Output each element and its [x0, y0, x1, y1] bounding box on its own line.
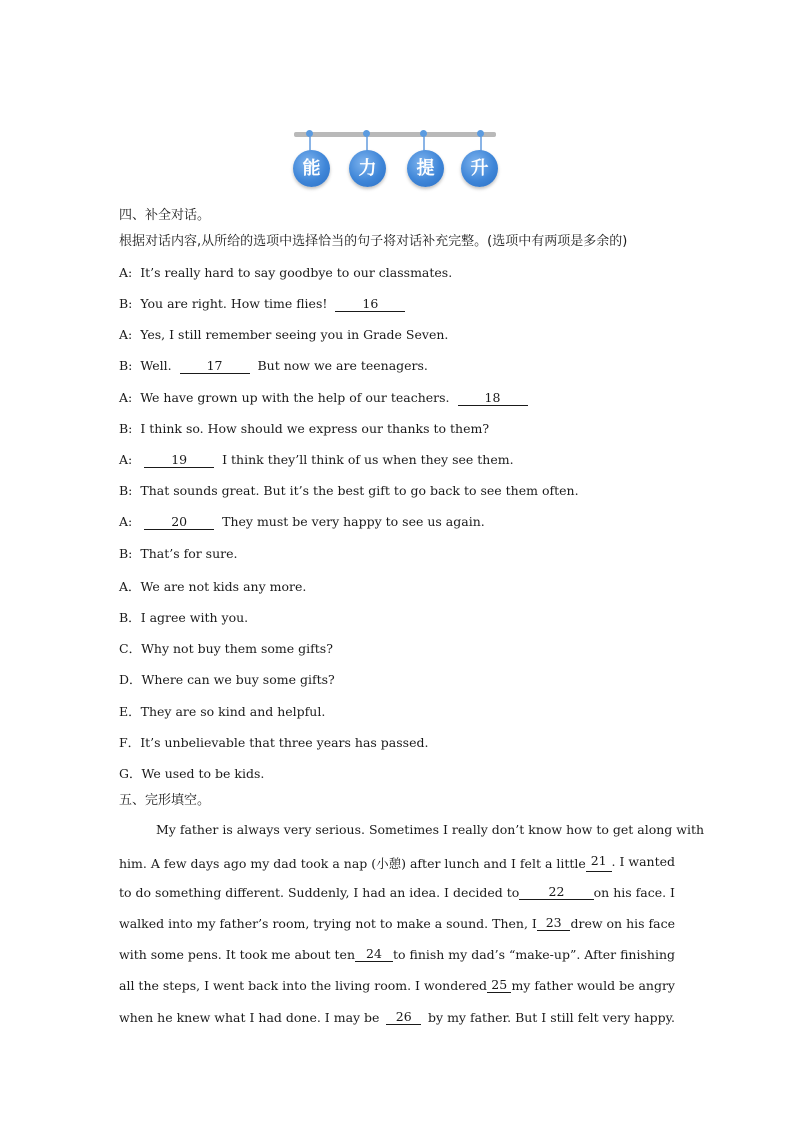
banner-char: 能	[293, 150, 330, 187]
dialogue-line: B: You are right. How time flies! 16	[119, 296, 405, 312]
banner-pin	[306, 130, 313, 137]
answer-blank-16[interactable]: 16	[335, 297, 405, 312]
option-item: G．We used to be kids.	[119, 766, 265, 781]
passage-line: with some pens. It took me about ten 24 to finish my dad’s “make-up”. After finishing	[119, 946, 675, 962]
answer-blank-24[interactable]: 24	[355, 947, 393, 962]
answer-blank-22[interactable]: 22	[519, 885, 593, 900]
dialogue-line: A: 19 I think they’ll think of us when they see them.	[119, 452, 514, 467]
passage-line: all the steps, I went back into the living room. I wondered 25 my father would be angry	[119, 977, 675, 993]
answer-blank-19[interactable]: 19	[144, 453, 214, 468]
dialogue-line: A: We have grown up with the help of our teachers. 18	[119, 390, 528, 406]
answer-blank-18[interactable]: 18	[458, 391, 528, 406]
dialogue-line: B: Well. 17 But now we are teenagers.	[119, 358, 428, 373]
dialogue-line: A: It’s really hard to say goodbye to our classmates.	[119, 265, 453, 280]
option-item: C．Why not buy them some gifts?	[119, 641, 333, 656]
passage-line: him. A few days ago my dad took a nap (小憩) after lunch and I felt a little 21 . I wanted	[119, 853, 675, 871]
answer-blank-17[interactable]: 17	[180, 359, 250, 374]
answer-blank-25[interactable]: 25	[487, 978, 511, 993]
dialogue-line: A: Yes, I still remember seeing you in Grade Seven.	[119, 327, 449, 342]
section-banner	[294, 128, 496, 190]
section4-title: 四、补全对话。	[119, 208, 211, 223]
banner-char: 提	[407, 150, 444, 187]
banner-pin	[420, 130, 427, 137]
dialogue-line: A: 20 They must be very happy to see us again.	[119, 514, 485, 529]
banner-pin	[363, 130, 370, 137]
answer-blank-21[interactable]: 21	[586, 854, 612, 872]
answer-blank-26[interactable]: 26	[386, 1010, 421, 1025]
answer-blank-20[interactable]: 20	[144, 515, 214, 530]
option-item: A．We are not kids any more.	[119, 579, 307, 594]
answer-blank-23[interactable]: 23	[537, 916, 571, 931]
option-item: E．They are so kind and helpful.	[119, 704, 326, 719]
passage-line: walked into my father’s room, trying not to make a sound. Then, I 23 drew on his face	[119, 915, 675, 931]
dialogue-line: B: That sounds great. But it’s the best gift to go back to see them often.	[119, 483, 579, 498]
banner-pin	[477, 130, 484, 137]
option-item: F．It’s unbelievable that three years has passed.	[119, 735, 429, 750]
option-item: D．Where can we buy some gifts?	[119, 672, 335, 687]
dialogue-line: B: I think so. How should we express our thanks to them?	[119, 421, 490, 436]
section5-title: 五、完形填空。	[119, 793, 211, 808]
banner-char: 升	[461, 150, 498, 187]
passage-line: when he knew what I had done. I may be 26 by my father. But I still felt very happy.	[119, 1009, 675, 1025]
passage-line: My father is always very serious. Sometimes I really don’t know how to get along with	[156, 822, 705, 837]
banner-bar	[294, 132, 496, 137]
section4-instruction: 根据对话内容,从所给的选项中选择恰当的句子将对话补充完整。(选项中有两项是多余的)	[119, 234, 628, 249]
passage-line: to do something different. Suddenly, I had an idea. I decided to 22 on his face. I	[119, 884, 675, 900]
dialogue-line: B: That’s for sure.	[119, 546, 238, 561]
banner-char: 力	[349, 150, 386, 187]
option-item: B．I agree with you.	[119, 610, 249, 625]
